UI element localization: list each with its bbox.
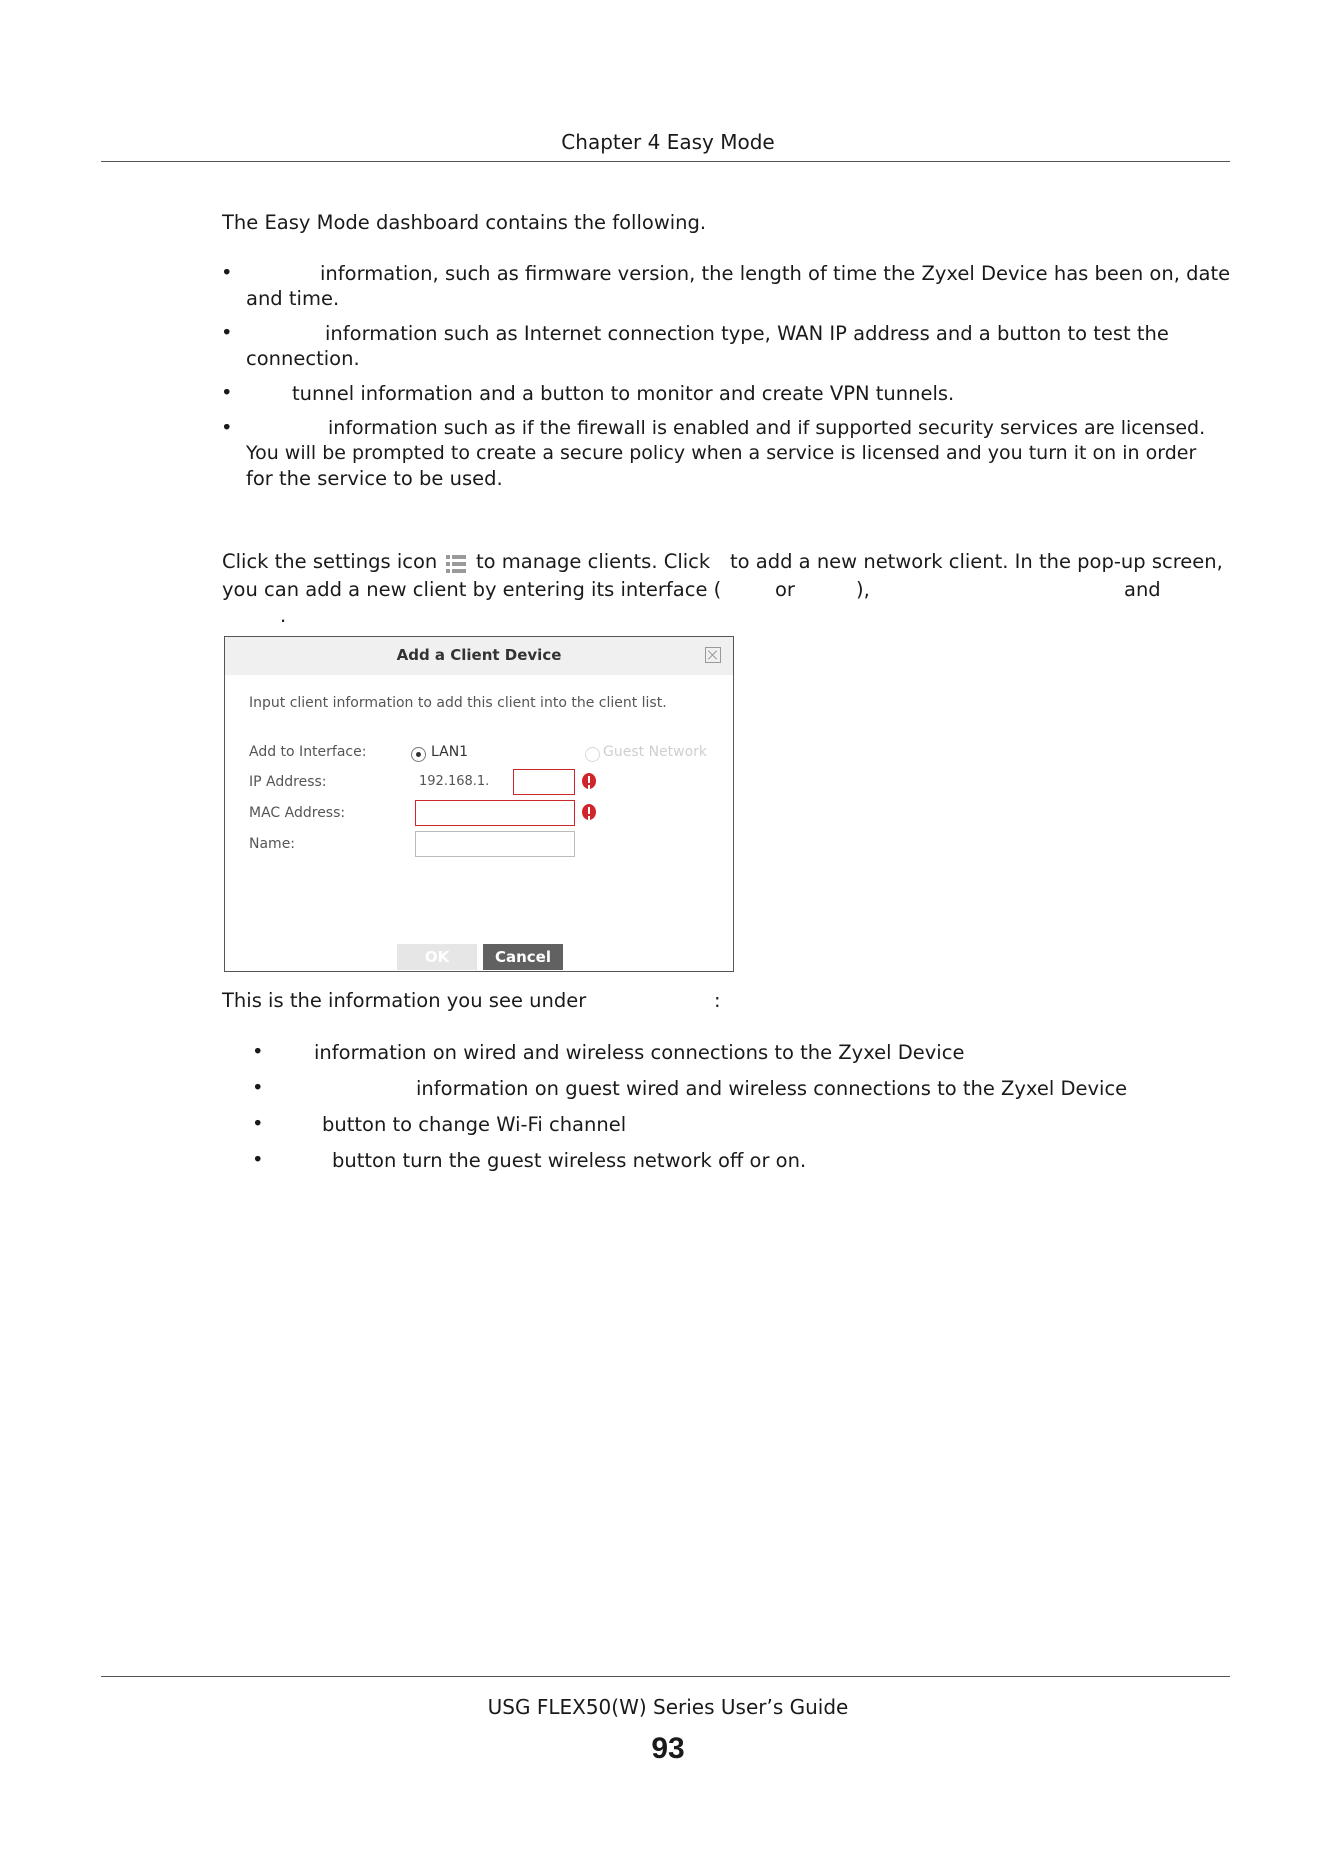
bullet-3-line-1: tunnel information and a button to monitor and create VPN tunnels.: [292, 382, 955, 405]
mac-address-input[interactable]: [415, 800, 575, 826]
bullet-marker: •: [221, 261, 233, 284]
clients-text-6: ),: [856, 578, 870, 601]
bullet-2-line-2: connection.: [246, 347, 360, 370]
clients-text-5: or: [775, 578, 795, 601]
radio-guest-network[interactable]: [585, 747, 600, 762]
page-number: 93: [651, 1732, 685, 1765]
clients-text-4: you can add a new client by entering its interface (: [222, 578, 722, 601]
bottom-bullet-2: information on guest wired and wireless connections to the Zyxel Device: [416, 1077, 1128, 1100]
close-icon[interactable]: [705, 647, 721, 663]
error-icon: [582, 773, 596, 789]
clients-text-3: to add a new network client. In the pop-up screen,: [730, 550, 1223, 573]
name-label: Name:: [249, 836, 296, 852]
dialog-header: [225, 637, 733, 675]
ip-address-label: IP Address:: [249, 774, 327, 790]
error-icon: [582, 804, 596, 820]
chapter-title: Chapter 4 Easy Mode: [561, 130, 775, 154]
bullet-marker: •: [221, 321, 233, 344]
bullet-4-line-1: information such as if the firewall is enabled and if supported security services are licensed.: [328, 417, 1206, 439]
under-text-1: This is the information you see under: [222, 989, 587, 1012]
ok-button[interactable]: OK: [397, 944, 477, 970]
name-input[interactable]: [415, 831, 575, 857]
bullet-marker: •: [252, 1040, 264, 1063]
cancel-button[interactable]: Cancel: [483, 944, 563, 970]
dialog-title: Add a Client Device: [396, 646, 562, 664]
add-to-interface-label: Add to Interface:: [249, 744, 367, 760]
radio-lan1-label: LAN1: [431, 744, 469, 760]
bullet-4-line-2: You will be prompted to create a secure policy when a service is licensed and you turn it on in order: [246, 442, 1197, 464]
settings-icon: [446, 555, 466, 573]
bullet-marker: •: [221, 381, 233, 404]
ip-address-input[interactable]: [513, 769, 575, 795]
add-client-dialog: [224, 636, 734, 972]
ip-prefix: 192.168.1.: [419, 774, 490, 789]
bottom-bullet-1: information on wired and wireless connections to the Zyxel Device: [314, 1041, 965, 1064]
bullet-marker: •: [252, 1148, 264, 1171]
clients-text-1: Click the settings icon: [222, 550, 438, 573]
bottom-bullet-4: button turn the guest wireless network off or on.: [332, 1149, 807, 1172]
radio-guest-network-label: Guest Network: [603, 744, 708, 760]
clients-text-8: .: [280, 604, 287, 627]
bullet-1-line-1: information, such as firmware version, the length of time the Zyxel Device has been on, date: [320, 262, 1231, 285]
radio-lan1[interactable]: [411, 747, 426, 762]
bullet-2-line-1: information such as Internet connection type, WAN IP address and a button to test the: [325, 322, 1169, 345]
dialog-instruction: Input client information to add this client into the client list.: [249, 695, 667, 711]
guide-title: USG FLEX50(W) Series User’s Guide: [487, 1695, 849, 1719]
bullet-1-line-2: and time.: [246, 287, 340, 310]
bullet-marker: •: [252, 1076, 264, 1099]
intro-text: The Easy Mode dashboard contains the following.: [222, 211, 707, 234]
clients-text-2: to manage clients. Click: [476, 550, 711, 573]
under-text-2: :: [714, 989, 721, 1012]
bullet-marker: •: [221, 416, 233, 439]
mac-address-label: MAC Address:: [249, 805, 346, 821]
header-divider: [101, 161, 1230, 162]
clients-text-7: and: [1124, 578, 1161, 601]
bullet-4-line-3: for the service to be used.: [246, 467, 503, 490]
footer-divider: [101, 1676, 1230, 1677]
bullet-marker: •: [252, 1112, 264, 1135]
bottom-bullet-3: button to change Wi-Fi channel: [322, 1113, 627, 1136]
